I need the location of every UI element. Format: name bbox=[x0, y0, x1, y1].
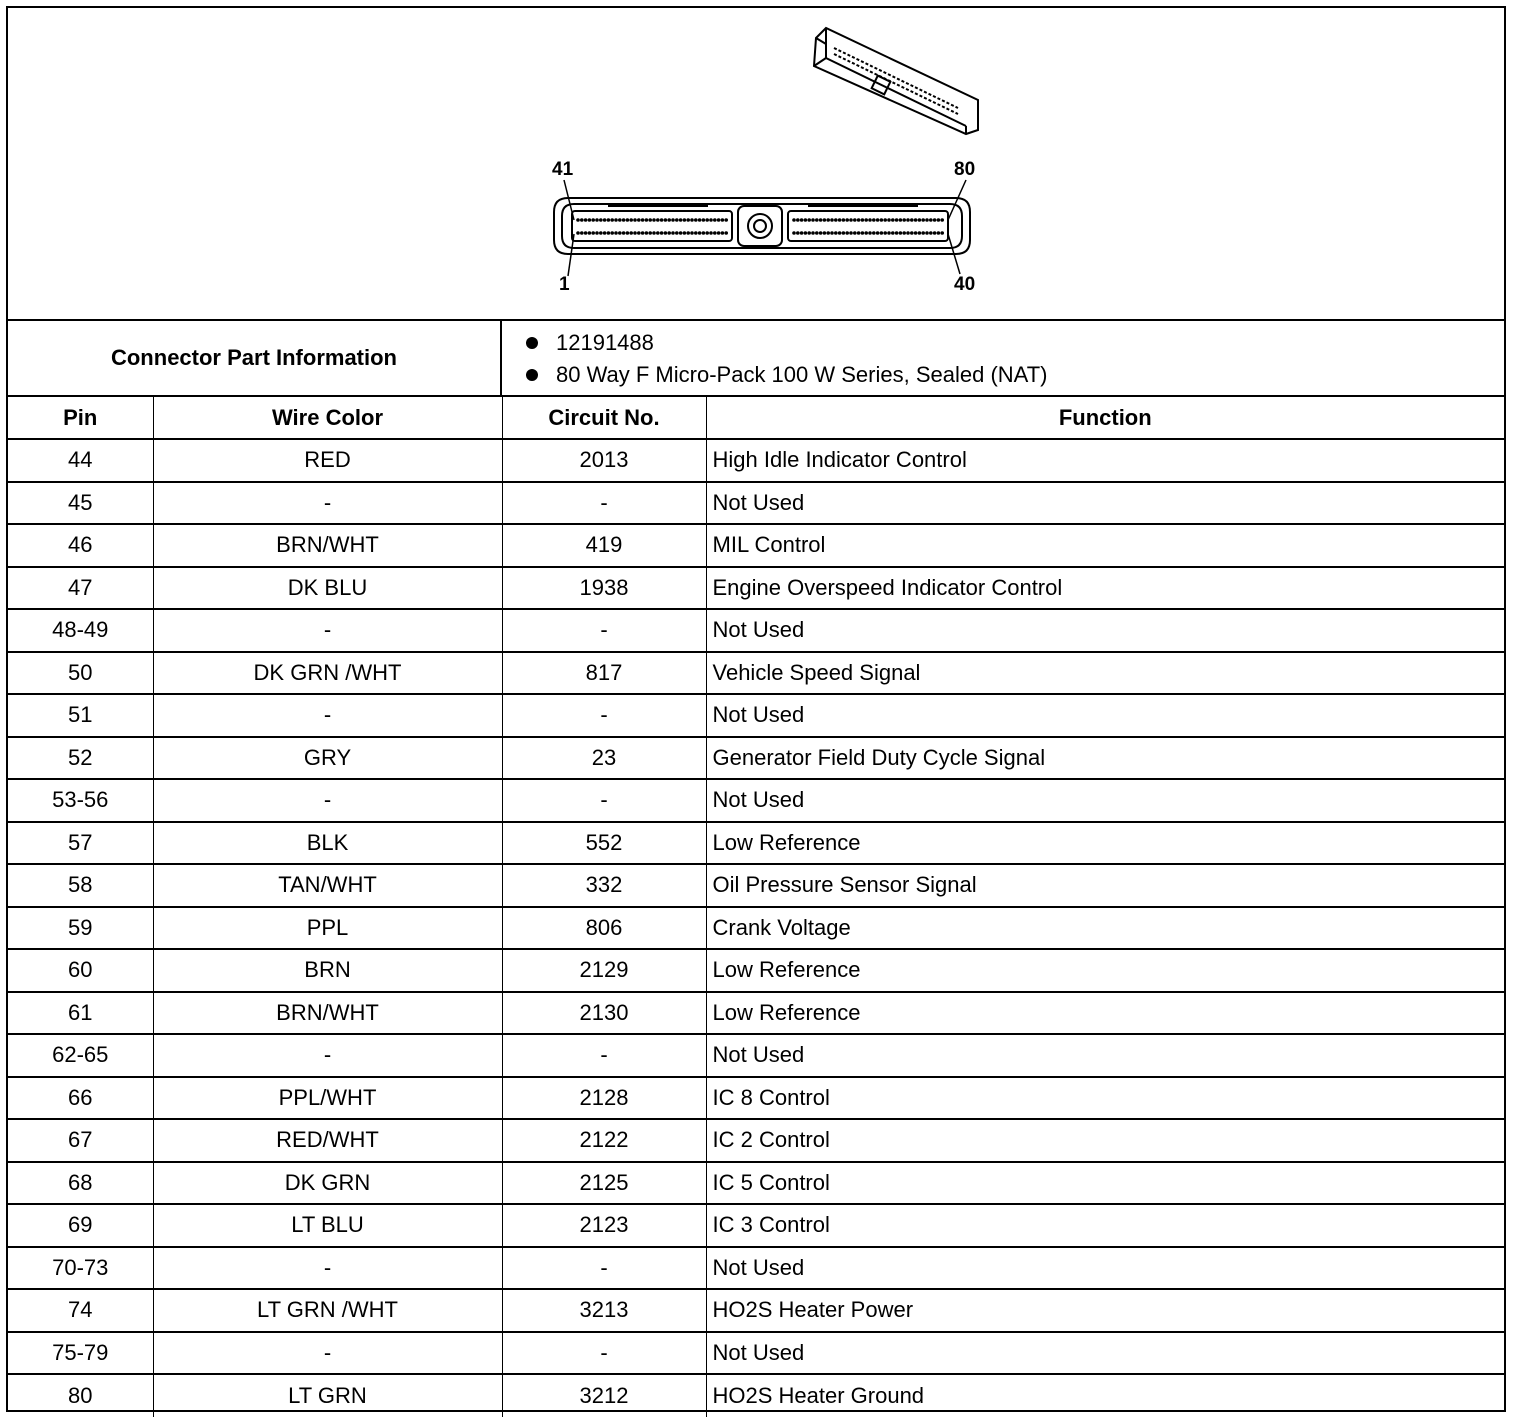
connector-pin bbox=[902, 218, 906, 222]
wire-color-cell: - bbox=[153, 609, 502, 652]
wire-color-cell: PPL/WHT bbox=[153, 1077, 502, 1120]
pin-cell: 58 bbox=[8, 864, 153, 907]
connector-pin bbox=[675, 218, 679, 222]
circuit-cell: 2123 bbox=[502, 1204, 706, 1247]
wire-color-cell: - bbox=[153, 1247, 502, 1290]
connector-pin bbox=[868, 218, 872, 222]
connector-pin bbox=[683, 218, 687, 222]
function-cell: IC 8 Control bbox=[706, 1077, 1504, 1120]
pin-cell: 69 bbox=[8, 1204, 153, 1247]
pin-cell: 68 bbox=[8, 1162, 153, 1205]
pin-label-1: 1 bbox=[559, 274, 570, 295]
circuit-cell: 2128 bbox=[502, 1077, 706, 1120]
table-row bbox=[8, 1374, 1504, 1417]
header-pin: Pin bbox=[8, 397, 153, 439]
connector-pin bbox=[861, 218, 865, 222]
circuit-cell: 332 bbox=[502, 864, 706, 907]
connector-pin bbox=[804, 218, 808, 222]
table-row bbox=[8, 779, 1504, 822]
wire-color-cell: LT GRN /WHT bbox=[153, 1289, 502, 1332]
connector-pin bbox=[648, 218, 652, 222]
pin-cell: 52 bbox=[8, 737, 153, 780]
connector-pin bbox=[815, 231, 819, 235]
connector-pin bbox=[845, 218, 849, 222]
connector-pin bbox=[660, 218, 664, 222]
connector-pin bbox=[717, 218, 721, 222]
connector-pin bbox=[838, 218, 842, 222]
connector-pin bbox=[648, 231, 652, 235]
circuit-cell: 3212 bbox=[502, 1374, 706, 1417]
table-row bbox=[8, 609, 1504, 652]
function-cell: Low Reference bbox=[706, 992, 1504, 1035]
wire-color-cell: DK GRN bbox=[153, 1162, 502, 1205]
connector-pin bbox=[724, 218, 728, 222]
pin-cell: 75-79 bbox=[8, 1332, 153, 1375]
connector-pin bbox=[664, 218, 668, 222]
connector-pin bbox=[914, 231, 918, 235]
connector-pin bbox=[940, 218, 944, 222]
circuit-cell: - bbox=[502, 1247, 706, 1290]
table-row bbox=[8, 1119, 1504, 1162]
connector-pin bbox=[891, 231, 895, 235]
connector-pin bbox=[607, 218, 611, 222]
connector-part-info-list bbox=[502, 321, 1504, 401]
connector-pin bbox=[857, 231, 861, 235]
connector-pin bbox=[633, 218, 637, 222]
connector-pin bbox=[838, 231, 842, 235]
connector-pin bbox=[895, 231, 899, 235]
connector-pin bbox=[652, 231, 656, 235]
connector-pin bbox=[819, 218, 823, 222]
wire-color-cell: BRN bbox=[153, 949, 502, 992]
connector-pin bbox=[853, 218, 857, 222]
connector-pin bbox=[918, 218, 922, 222]
function-cell: Vehicle Speed Signal bbox=[706, 652, 1504, 695]
circuit-cell: 2129 bbox=[502, 949, 706, 992]
connector-pin bbox=[823, 218, 827, 222]
pin-label-40: 40 bbox=[954, 274, 976, 295]
table-row bbox=[8, 992, 1504, 1035]
table-row bbox=[8, 1289, 1504, 1332]
connector-pin bbox=[830, 231, 834, 235]
table-row bbox=[8, 439, 1504, 482]
connector-face-view bbox=[554, 198, 970, 254]
connector-pin bbox=[887, 231, 891, 235]
connector-iso-view bbox=[814, 28, 978, 134]
connector-pin bbox=[804, 231, 808, 235]
connector-pin bbox=[576, 218, 580, 222]
function-cell: Not Used bbox=[706, 1332, 1504, 1375]
connector-part-info-label: Connector Part Information bbox=[8, 321, 502, 395]
wire-color-cell: BRN/WHT bbox=[153, 992, 502, 1035]
connector-pin bbox=[906, 218, 910, 222]
table-row bbox=[8, 1034, 1504, 1077]
connector-pin bbox=[819, 231, 823, 235]
function-cell: HO2S Heater Power bbox=[706, 1289, 1504, 1332]
wire-color-cell: BLK bbox=[153, 822, 502, 865]
connector-pin bbox=[845, 231, 849, 235]
connector-pin bbox=[910, 231, 914, 235]
connector-pin bbox=[686, 231, 690, 235]
wire-color-cell: - bbox=[153, 694, 502, 737]
connector-pin bbox=[637, 231, 641, 235]
connector-pin bbox=[721, 218, 725, 222]
connector-sheet bbox=[6, 6, 1506, 1412]
connector-pin bbox=[591, 218, 595, 222]
connector-part-information bbox=[8, 321, 1504, 397]
connector-pin bbox=[580, 218, 584, 222]
connector-pin bbox=[937, 218, 941, 222]
connector-pin bbox=[667, 218, 671, 222]
connector-pin bbox=[603, 231, 607, 235]
connector-pin bbox=[826, 218, 830, 222]
function-cell: Low Reference bbox=[706, 949, 1504, 992]
table-row bbox=[8, 737, 1504, 780]
connector-pin bbox=[826, 231, 830, 235]
connector-pin bbox=[872, 218, 876, 222]
circuit-cell: 2125 bbox=[502, 1162, 706, 1205]
pin-cell: 74 bbox=[8, 1289, 153, 1332]
pin-label-41: 41 bbox=[552, 159, 574, 180]
connector-pin bbox=[713, 231, 717, 235]
connector-pin bbox=[683, 231, 687, 235]
wire-color-cell: BRN/WHT bbox=[153, 524, 502, 567]
connector-pin bbox=[671, 218, 675, 222]
table-header-row bbox=[8, 397, 1504, 439]
connector-pin bbox=[815, 218, 819, 222]
circuit-cell: - bbox=[502, 609, 706, 652]
wire-color-cell: - bbox=[153, 1332, 502, 1375]
connector-pin bbox=[940, 231, 944, 235]
circuit-cell: 2013 bbox=[502, 439, 706, 482]
connector-pin bbox=[652, 218, 656, 222]
pin-label-80: 80 bbox=[954, 159, 976, 180]
table-row bbox=[8, 907, 1504, 950]
connector-pin bbox=[899, 218, 903, 222]
connector-pin bbox=[880, 218, 884, 222]
pin-cell: 59 bbox=[8, 907, 153, 950]
pin-cell: 80 bbox=[8, 1374, 153, 1417]
connector-pin bbox=[902, 231, 906, 235]
function-cell: MIL Control bbox=[706, 524, 1504, 567]
pin-cell: 46 bbox=[8, 524, 153, 567]
connector-pin bbox=[709, 218, 713, 222]
wire-color-cell: - bbox=[153, 1034, 502, 1077]
connector-pin bbox=[656, 218, 660, 222]
connector-pin bbox=[876, 218, 880, 222]
connector-pin bbox=[811, 231, 815, 235]
part-number: 12191488 bbox=[526, 327, 1504, 359]
header-circuit-no: Circuit No. bbox=[502, 397, 706, 439]
table-row bbox=[8, 567, 1504, 610]
table-row bbox=[8, 694, 1504, 737]
pin-cell: 70-73 bbox=[8, 1247, 153, 1290]
circuit-cell: 23 bbox=[502, 737, 706, 780]
connector-pin bbox=[899, 231, 903, 235]
connector-pin bbox=[842, 218, 846, 222]
connector-pin bbox=[694, 231, 698, 235]
connector-pin bbox=[857, 218, 861, 222]
connector-pin bbox=[588, 218, 592, 222]
connector-pin bbox=[690, 218, 694, 222]
connector-pin bbox=[702, 218, 706, 222]
function-cell: Not Used bbox=[706, 609, 1504, 652]
connector-pin bbox=[679, 231, 683, 235]
connector-pin bbox=[626, 218, 630, 222]
connector-pin bbox=[588, 231, 592, 235]
wire-color-cell: DK BLU bbox=[153, 567, 502, 610]
connector-pin bbox=[713, 218, 717, 222]
connector-pin bbox=[629, 218, 633, 222]
function-cell: IC 5 Control bbox=[706, 1162, 1504, 1205]
function-cell: Not Used bbox=[706, 1247, 1504, 1290]
connector-pin bbox=[637, 218, 641, 222]
connector-pin bbox=[645, 231, 649, 235]
connector-pin bbox=[796, 218, 800, 222]
function-cell: Generator Field Duty Cycle Signal bbox=[706, 737, 1504, 780]
connector-pin bbox=[811, 218, 815, 222]
pin-cell: 62-65 bbox=[8, 1034, 153, 1077]
connector-pin bbox=[595, 218, 599, 222]
connector-pin bbox=[645, 218, 649, 222]
table-row bbox=[8, 822, 1504, 865]
connector-pin bbox=[614, 231, 618, 235]
circuit-cell: - bbox=[502, 1034, 706, 1077]
connector-pin bbox=[933, 231, 937, 235]
connector-pin bbox=[823, 231, 827, 235]
table-row bbox=[8, 1204, 1504, 1247]
function-cell: Not Used bbox=[706, 482, 1504, 525]
connector-pin bbox=[584, 218, 588, 222]
connector-pin bbox=[910, 218, 914, 222]
connector-pin bbox=[584, 231, 588, 235]
circuit-cell: - bbox=[502, 482, 706, 525]
connector-pin bbox=[610, 218, 614, 222]
wire-color-cell: DK GRN /WHT bbox=[153, 652, 502, 695]
wire-color-cell: RED/WHT bbox=[153, 1119, 502, 1162]
connector-pin bbox=[883, 231, 887, 235]
connector-pin bbox=[603, 218, 607, 222]
function-cell: Crank Voltage bbox=[706, 907, 1504, 950]
wire-color-cell: LT GRN bbox=[153, 1374, 502, 1417]
connector-pin bbox=[610, 231, 614, 235]
connector-pin bbox=[705, 231, 709, 235]
connector-pin bbox=[887, 218, 891, 222]
connector-pin bbox=[576, 231, 580, 235]
connector-pin bbox=[876, 231, 880, 235]
connector-pin bbox=[595, 231, 599, 235]
wire-color-cell: - bbox=[153, 779, 502, 822]
connector-pin bbox=[690, 231, 694, 235]
connector-pin bbox=[694, 218, 698, 222]
circuit-cell: - bbox=[502, 779, 706, 822]
pin-cell: 44 bbox=[8, 439, 153, 482]
connector-pin bbox=[675, 231, 679, 235]
connector-pin bbox=[796, 231, 800, 235]
connector-pin bbox=[807, 231, 811, 235]
table-row bbox=[8, 1077, 1504, 1120]
function-cell: Not Used bbox=[706, 1034, 1504, 1077]
pin-cell: 50 bbox=[8, 652, 153, 695]
pin-cell: 57 bbox=[8, 822, 153, 865]
table-row bbox=[8, 864, 1504, 907]
connector-pin bbox=[864, 218, 868, 222]
table-row bbox=[8, 1247, 1504, 1290]
connector-pin bbox=[872, 231, 876, 235]
connector-pin bbox=[614, 218, 618, 222]
connector-pin bbox=[607, 231, 611, 235]
connector-pin bbox=[705, 218, 709, 222]
part-description: 80 Way F Micro-Pack 100 W Series, Sealed (NAT) bbox=[526, 359, 1504, 391]
pinout-table bbox=[8, 397, 1504, 1417]
connector-pin bbox=[895, 218, 899, 222]
connector-pin bbox=[849, 218, 853, 222]
connector-illustration bbox=[8, 8, 1504, 321]
circuit-cell: 3213 bbox=[502, 1289, 706, 1332]
connector-pin bbox=[880, 231, 884, 235]
function-cell: High Idle Indicator Control bbox=[706, 439, 1504, 482]
connector-pin bbox=[698, 218, 702, 222]
connector-pin bbox=[599, 218, 603, 222]
connector-pin bbox=[599, 231, 603, 235]
connector-pin bbox=[717, 231, 721, 235]
connector-pin bbox=[891, 218, 895, 222]
connector-pin bbox=[929, 231, 933, 235]
wire-color-cell: PPL bbox=[153, 907, 502, 950]
connector-pin bbox=[709, 231, 713, 235]
function-cell: Not Used bbox=[706, 694, 1504, 737]
connector-pin bbox=[622, 218, 626, 222]
connector-pin bbox=[591, 231, 595, 235]
pin-cell: 67 bbox=[8, 1119, 153, 1162]
connector-pin bbox=[830, 218, 834, 222]
circuit-cell: 1938 bbox=[502, 567, 706, 610]
pin-cell: 60 bbox=[8, 949, 153, 992]
connector-pin bbox=[660, 231, 664, 235]
connector-pin bbox=[918, 231, 922, 235]
table-row bbox=[8, 482, 1504, 525]
table-row bbox=[8, 1162, 1504, 1205]
connector-pin bbox=[929, 218, 933, 222]
connector-pin bbox=[686, 218, 690, 222]
wire-color-cell: TAN/WHT bbox=[153, 864, 502, 907]
connector-pin bbox=[618, 231, 622, 235]
connector-pin bbox=[807, 218, 811, 222]
connector-pin bbox=[580, 231, 584, 235]
circuit-cell: - bbox=[502, 694, 706, 737]
wire-color-cell: LT BLU bbox=[153, 1204, 502, 1247]
header-wire-color: Wire Color bbox=[153, 397, 502, 439]
connector-pin bbox=[618, 218, 622, 222]
pin-cell: 51 bbox=[8, 694, 153, 737]
connector-pin bbox=[842, 231, 846, 235]
connector-pin bbox=[667, 231, 671, 235]
connector-pin bbox=[721, 231, 725, 235]
circuit-cell: - bbox=[502, 1332, 706, 1375]
connector-pin bbox=[641, 231, 645, 235]
connector-pin bbox=[914, 218, 918, 222]
connector-pin bbox=[626, 231, 630, 235]
connector-pin bbox=[664, 231, 668, 235]
connector-drawing bbox=[8, 8, 1504, 321]
pin-cell: 45 bbox=[8, 482, 153, 525]
circuit-cell: 552 bbox=[502, 822, 706, 865]
connector-pin bbox=[921, 231, 925, 235]
connector-pin bbox=[702, 231, 706, 235]
connector-pin bbox=[656, 231, 660, 235]
wire-color-cell: RED bbox=[153, 439, 502, 482]
pin-cell: 61 bbox=[8, 992, 153, 1035]
connector-pin bbox=[622, 231, 626, 235]
connector-pin bbox=[883, 218, 887, 222]
circuit-cell: 419 bbox=[502, 524, 706, 567]
wire-color-cell: GRY bbox=[153, 737, 502, 780]
connector-pin bbox=[800, 231, 804, 235]
connector-pin bbox=[906, 231, 910, 235]
connector-pin bbox=[834, 231, 838, 235]
table-row bbox=[8, 652, 1504, 695]
function-cell: IC 2 Control bbox=[706, 1119, 1504, 1162]
table-row bbox=[8, 1332, 1504, 1375]
pin-cell: 66 bbox=[8, 1077, 153, 1120]
connector-pin bbox=[933, 218, 937, 222]
connector-pin bbox=[864, 231, 868, 235]
connector-pin bbox=[800, 218, 804, 222]
connector-pin bbox=[921, 218, 925, 222]
table-row bbox=[8, 524, 1504, 567]
function-cell: HO2S Heater Ground bbox=[712, 1382, 925, 1408]
connector-pin bbox=[834, 218, 838, 222]
function-cell: IC 3 Control bbox=[706, 1204, 1504, 1247]
circuit-cell: 2130 bbox=[502, 992, 706, 1035]
circuit-cell: 2122 bbox=[502, 1119, 706, 1162]
connector-pin bbox=[629, 231, 633, 235]
connector-pin bbox=[633, 231, 637, 235]
pin-cell: 53-56 bbox=[8, 779, 153, 822]
connector-pin bbox=[698, 231, 702, 235]
function-cell: Engine Overspeed Indicator Control bbox=[706, 567, 1504, 610]
function-cell: Low Reference bbox=[706, 822, 1504, 865]
connector-pin bbox=[853, 231, 857, 235]
connector-pin bbox=[861, 231, 865, 235]
connector-pin bbox=[679, 218, 683, 222]
table-row bbox=[8, 949, 1504, 992]
connector-pin bbox=[937, 231, 941, 235]
connector-pin bbox=[724, 231, 728, 235]
connector-pin bbox=[849, 231, 853, 235]
function-cell: Oil Pressure Sensor Signal bbox=[706, 864, 1504, 907]
wire-color-cell: - bbox=[153, 482, 502, 525]
connector-pin bbox=[671, 231, 675, 235]
circuit-cell: 817 bbox=[502, 652, 706, 695]
connector-pin bbox=[792, 218, 796, 222]
pin-cell: 48-49 bbox=[8, 609, 153, 652]
connector-pin bbox=[925, 218, 929, 222]
connector-pin bbox=[641, 218, 645, 222]
header-function: Function bbox=[706, 397, 1504, 439]
pin-cell: 47 bbox=[8, 567, 153, 610]
connector-pin bbox=[868, 231, 872, 235]
connector-pin bbox=[792, 231, 796, 235]
function-cell: Not Used bbox=[706, 779, 1504, 822]
connector-pin bbox=[925, 231, 929, 235]
circuit-cell: 806 bbox=[502, 907, 706, 950]
